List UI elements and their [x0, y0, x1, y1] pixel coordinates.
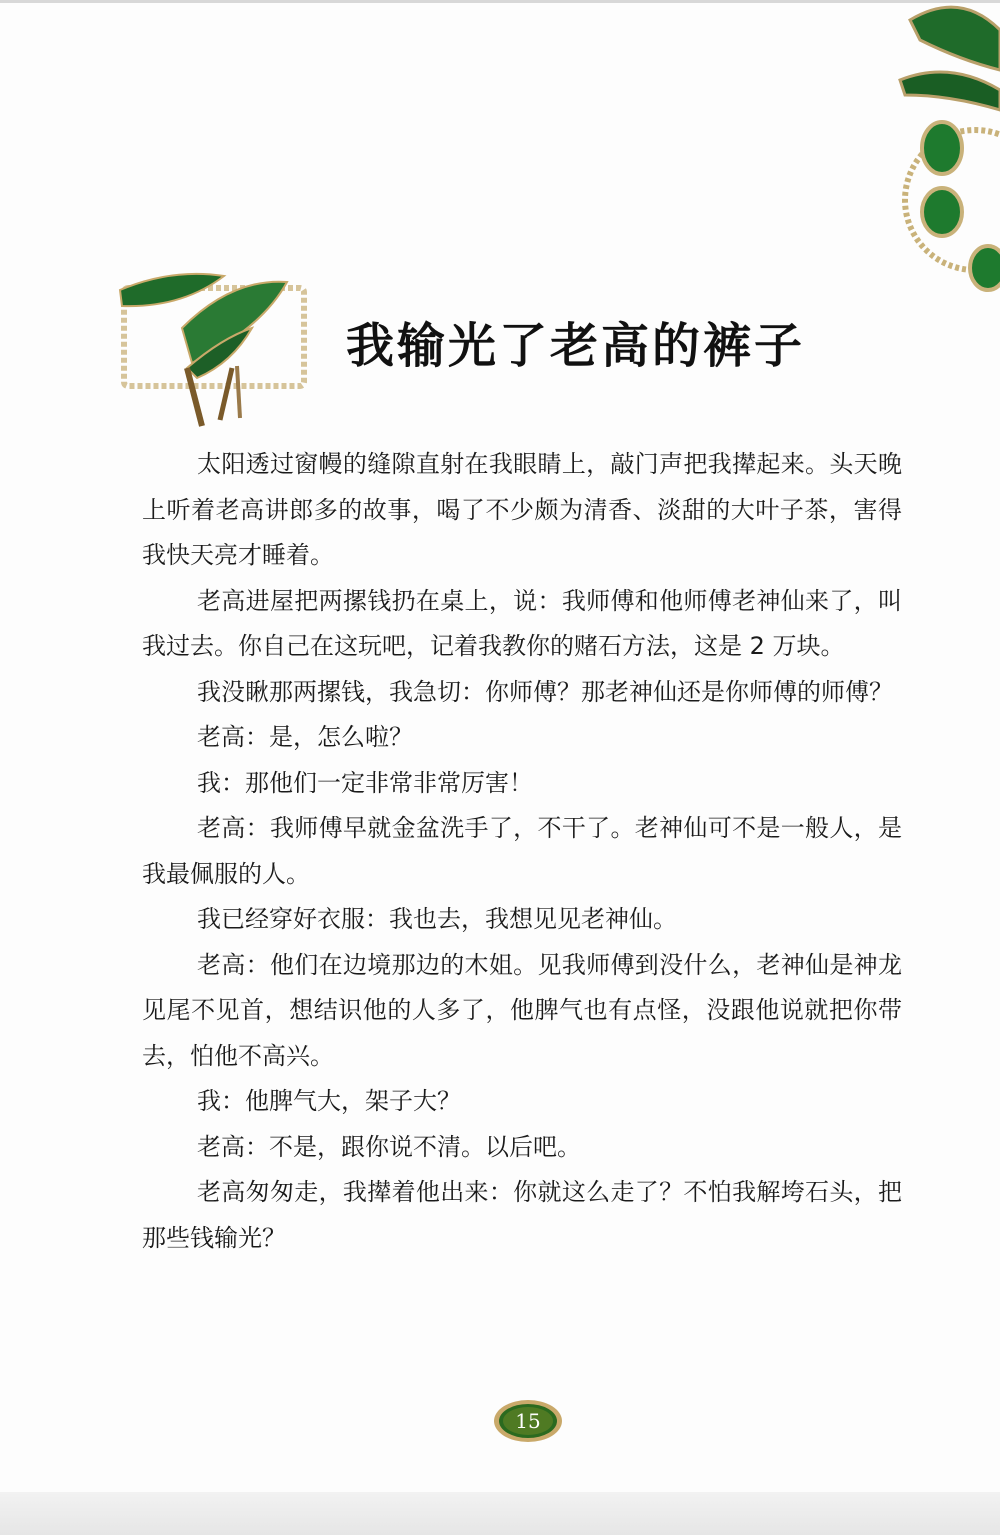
body-text — [142, 442, 902, 1261]
paragraph: 老高：我师傅早就金盆洗手了，不干了。老神仙可不是一般人，是我最佩服的人。 — [142, 814, 902, 888]
paragraph: 老高：是，怎么啦？ — [197, 723, 413, 751]
paragraph: 老高：他们在边境那边的木姐。见我师傅到没什么，老神仙是神龙见尾不见首，想结识他的人多了，他脾气也有点怪，没跟他说就把你带去，怕他不高兴。 — [142, 950, 902, 1070]
paragraph: 老高进屋把两摞钱扔在桌上，说：我师傅和他师傅老神仙来了，叫我过去。你自己在这玩吧，记着我教你的赌石方法，这是 2 万块。 — [142, 586, 902, 660]
page-number: 15 — [515, 1409, 541, 1433]
jade-leaf-brooch-icon — [112, 268, 322, 428]
paragraph: 太阳透过窗幔的缝隙直射在我眼睛上，敲门声把我撵起来。头天晚上听着老高讲郎多的故事，喝了不少颇为清香、淡甜的大叶子茶，害得我快天亮才睡着。 — [142, 450, 902, 569]
chapter-title: 我输光了老高的裤子 — [346, 318, 806, 374]
page-top-edge — [0, 0, 1000, 3]
paragraph: 老高匆匆走，我撵着他出来：你就这么走了？不怕我解垮石头，把那些钱输光？ — [142, 1178, 902, 1252]
paragraph: 我已经穿好衣服：我也去，我想见见老神仙。 — [197, 905, 677, 933]
paragraph: 我：他脾气大，架子大？ — [197, 1087, 461, 1115]
paragraph: 我：那他们一定非常非常厉害！ — [197, 768, 533, 797]
page-bottom-edge — [0, 1492, 1000, 1535]
paragraph: 老高：不是，跟你说不清。以后吧。 — [197, 1132, 581, 1161]
jade-jewelry-corner-icon — [880, 0, 1000, 300]
paragraph: 我没瞅那两摞钱，我急切：你师傅？那老神仙还是你师傅的师傅？ — [197, 677, 893, 706]
